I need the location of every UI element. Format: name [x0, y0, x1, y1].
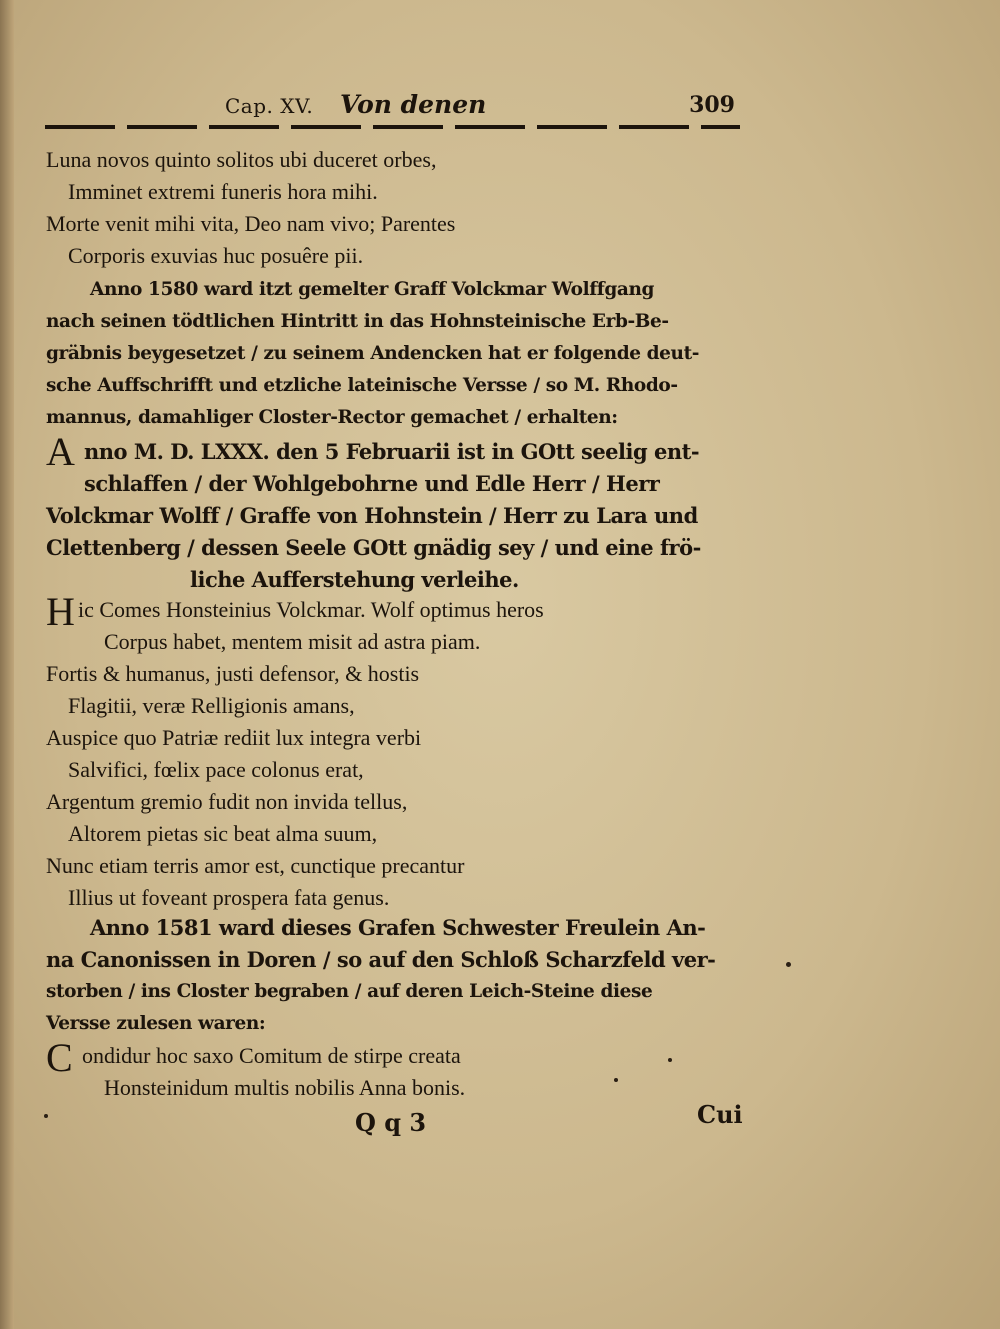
text-line: ondidur hoc saxo Comitum de stirpe creata — [82, 1043, 461, 1068]
text-line: mannus, damahliger Closter-Rector gemachet / erhalten: — [46, 407, 618, 428]
ink-speck — [614, 1078, 618, 1082]
text-line: schlaffen / der Wohlgebohrne und Edle Herr / Herr — [84, 471, 660, 496]
text-line: Morte venit mihi vita, Deo nam vivo; Parentes — [46, 211, 456, 236]
text-line: Nunc etiam terris amor est, cunctique precantur — [46, 853, 465, 878]
text-line: Volckmar Wolff / Graffe von Hohnstein / Herr zu Lara und — [46, 503, 698, 528]
catchword: Cui — [697, 1100, 743, 1129]
header-rule — [45, 125, 740, 129]
text-line: liche Aufferstehung verleihe. — [190, 567, 519, 592]
ink-speck — [668, 1058, 672, 1062]
text-line: Anno 1581 ward dieses Grafen Schwester Freulein An- — [90, 915, 706, 940]
text-line: gräbnis beygesetzet / zu seinem Andencken hat er folgende deut- — [46, 343, 700, 364]
text-line: Clettenberg / dessen Seele GOtt gnädig sey / und eine frö- — [46, 535, 701, 560]
text-line: nach seinen tödtlichen Hintritt in das Hohnsteinische Erb-Be- — [46, 311, 669, 332]
text-line: Flagitii, veræ Relligionis amans, — [68, 693, 355, 718]
text-line: nno M. D. LXXX. den 5 Februarii ist in GOtt seelig ent- — [84, 439, 700, 464]
text-line: Fortis & humanus, justi defensor, & hostis — [46, 661, 420, 686]
page-edge — [0, 0, 14, 1329]
running-title: Von denen — [340, 90, 487, 119]
text-line: Versse zulesen waren: — [46, 1013, 266, 1034]
ink-speck — [786, 962, 791, 967]
signature-mark: Q q 3 — [355, 1108, 427, 1137]
drop-cap: C — [46, 1035, 73, 1080]
text-line: Salvifici, fœlix pace colonus erat, — [68, 757, 364, 782]
running-header — [225, 88, 745, 128]
text-line: Anno 1580 ward itzt gemelter Graff Volckmar Wolffgang — [90, 279, 655, 300]
text-line: Corporis exuvias huc posuêre pii. — [68, 243, 364, 268]
text-line: sche Auffschrifft und etzliche lateinische Versse / so M. Rhodo- — [46, 375, 678, 396]
text-line: Honsteinidum multis nobilis Anna bonis. — [104, 1075, 466, 1100]
text-line: Imminet extremi funeris hora mihi. — [68, 179, 378, 204]
text-line: ic Comes Honsteinius Volckmar. Wolf optimus heros — [78, 597, 544, 622]
text-line: Auspice quo Patriæ rediit lux integra verbi — [46, 725, 422, 750]
text-line: Corpus habet, mentem misit ad astra piam. — [104, 629, 481, 654]
text-line: storben / ins Closter begraben / auf deren Leich-Steine diese — [46, 981, 653, 1002]
ink-speck — [44, 1114, 48, 1118]
page-number: 309 — [689, 92, 735, 118]
text-line: Altorem pietas sic beat alma suum, — [68, 821, 378, 846]
drop-cap: A — [46, 429, 75, 474]
text-line: na Canonissen in Doren / so auf den Schloß Scharzfeld ver- — [46, 947, 716, 972]
text-line: Illius ut foveant prospera fata genus. — [68, 885, 390, 910]
chapter-label: Cap. XV. — [225, 94, 314, 118]
drop-cap: H — [46, 589, 75, 634]
text-line: Argentum gremio fudit non invida tellus, — [46, 789, 408, 814]
text-line: Luna novos quinto solitos ubi duceret orbes, — [46, 147, 437, 172]
